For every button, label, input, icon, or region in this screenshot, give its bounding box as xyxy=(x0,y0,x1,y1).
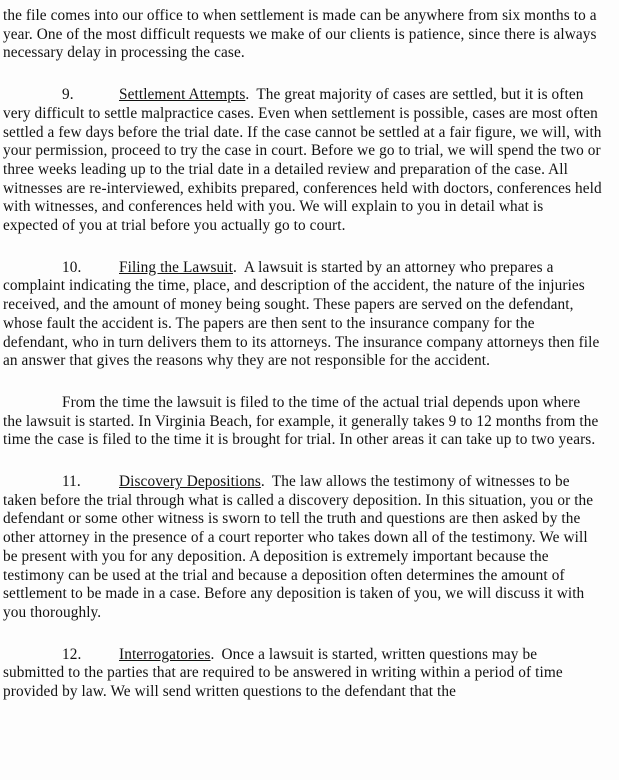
section-number: 11. xyxy=(62,473,81,491)
section-item-12 xyxy=(3,646,602,702)
section-number: 9. xyxy=(62,86,74,104)
section-heading: Filing the Lawsuit xyxy=(119,258,233,276)
paragraph-text: From the time the lawsuit is filed to the time of the actual trial depends upon where the lawsuit is started. In Virginia Beach, for example, it generally takes 9 to 12 months from the time the case is filed to the time it is brought for trial. In other areas it can take up to two years. xyxy=(3,393,599,449)
section-item-9 xyxy=(3,86,602,236)
paragraph-continuation xyxy=(3,7,602,63)
section-item-11 xyxy=(3,473,602,623)
section-heading: Discovery Depositions xyxy=(119,473,261,491)
section-number: 10. xyxy=(62,258,82,276)
section-body: Once a lawsuit is started, written questions may be submitted to the parties that are required to be answered in writing within a period of time provided by law. We will send written questions to the defendant that the xyxy=(3,645,563,701)
section-body: The law allows the testimony of witnesses to be taken before the trial through what is called a discovery deposition. In this situation, you or the defendant or some other witness is sworn to tell the truth and questions are then asked by the other attorney in the presence of a court reporter who takes down all of the testimony. We will be present with you for any deposition. A deposition is extremely important because the testimony can be used at the trial and because a deposition often determines the amount of settlement to be made in a case. Before any deposition is taken of you, we will discuss it with you thoroughly. xyxy=(3,473,594,621)
heading-period: . xyxy=(245,86,250,104)
section-number: 12. xyxy=(62,645,82,663)
section-body: The great majority of cases are settled, but it is often very difficult to settle malpractice cases. Even when settlement is possible, cases are most often settled a few days before the trial date. If the case cannot be settled at a fair figure, we will, with your permission, proceed to try the case in court. Before we go to trial, we will spend the two or three weeks leading up to the trial date in a detailed review and preparation of the case. All witnesses are re-interviewed, exhibits prepared, conferences held with doctors, conferences held with witnesses, and conferences held with you. We will explain to you in detail what is expected of you at trial before you actually go to court. xyxy=(3,86,602,235)
section-heading: Interrogatories xyxy=(119,645,211,663)
section-heading: Settlement Attempts xyxy=(119,86,246,104)
paragraph-text: the file comes into our office to when settlement is made can be anywhere from six months to a year. One of the most difficult requests we make of our clients is patience, since there is always necessary delay in processing the case. xyxy=(3,7,597,62)
paragraph-lawsuit-timing xyxy=(3,394,602,450)
heading-period: . xyxy=(210,645,215,663)
section-body: A lawsuit is started by an attorney who prepares a complaint indicating the time, place, and description of the accident, the nature of the injuries received, and the amount of money being sought. These papers are served on the defendant, whose fault the accident is. The papers are then sent to the insurance company for the defendant, who in turn delivers them to its attorneys. The insurance company attorneys then file an answer that gives the reasons why they are not responsible for the accident. xyxy=(3,258,600,370)
section-item-10 xyxy=(3,259,602,371)
heading-period: . xyxy=(260,473,265,491)
heading-period: . xyxy=(232,258,237,276)
